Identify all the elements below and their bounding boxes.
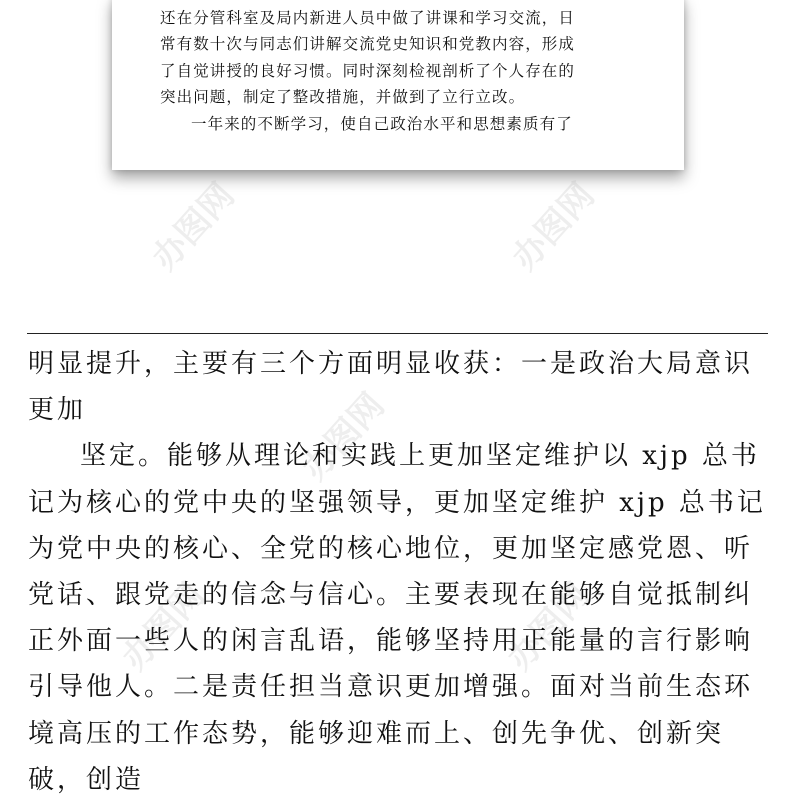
body-paragraph: 坚定。能够从理论和实践上更加坚定维护以 xjp 总书记为核心的党中央的坚强领导，更加坚定维护 xjp 总书记为党中央的核心、全党的核心地位，更加坚定感党恩、听党话、跟党走的信念与信心。主要表现在能够自觉抵制纠正外面一些人的闲言乱语，能够坚持用正能量的言行影响引导他人。二是责任担当意识更加增强。面对当前生态环境高压的工作态势，能够迎难而上、创先争优、创新突破，创造 (28, 441, 766, 795)
watermark-text: 办图网 (114, 575, 213, 679)
page-divider (27, 333, 768, 334)
preview-line: 突出问题，制定了整改措施，并做到了立行立改。 (160, 88, 526, 106)
preview-line: 常有数十次与同志们讲解交流党史知识和党教内容，形成 (160, 35, 576, 53)
watermark-text: 办图网 (499, 575, 598, 679)
body-paragraph: 明显提升，主要有三个方面明显收获：一是政治大局意识更加 (28, 349, 754, 426)
preview-line: 还在分管科室及局内新进人员中做了讲课和学习交流，日 (160, 8, 576, 27)
preview-text-block (160, 0, 640, 137)
watermark-text: 办图网 (294, 385, 393, 489)
preview-line (160, 0, 640, 5)
watermark-text: 办图网 (144, 175, 243, 279)
document-preview-card (112, 0, 684, 170)
preview-line: 了自觉讲授的良好习惯。同时深刻检视剖析了个人存在的 (160, 61, 576, 80)
watermark-text: 办图网 (504, 175, 603, 279)
preview-paragraph-start: 一年来的不断学习，使自己政治水平和思想素质有了 (191, 114, 573, 133)
document-body (28, 341, 778, 803)
